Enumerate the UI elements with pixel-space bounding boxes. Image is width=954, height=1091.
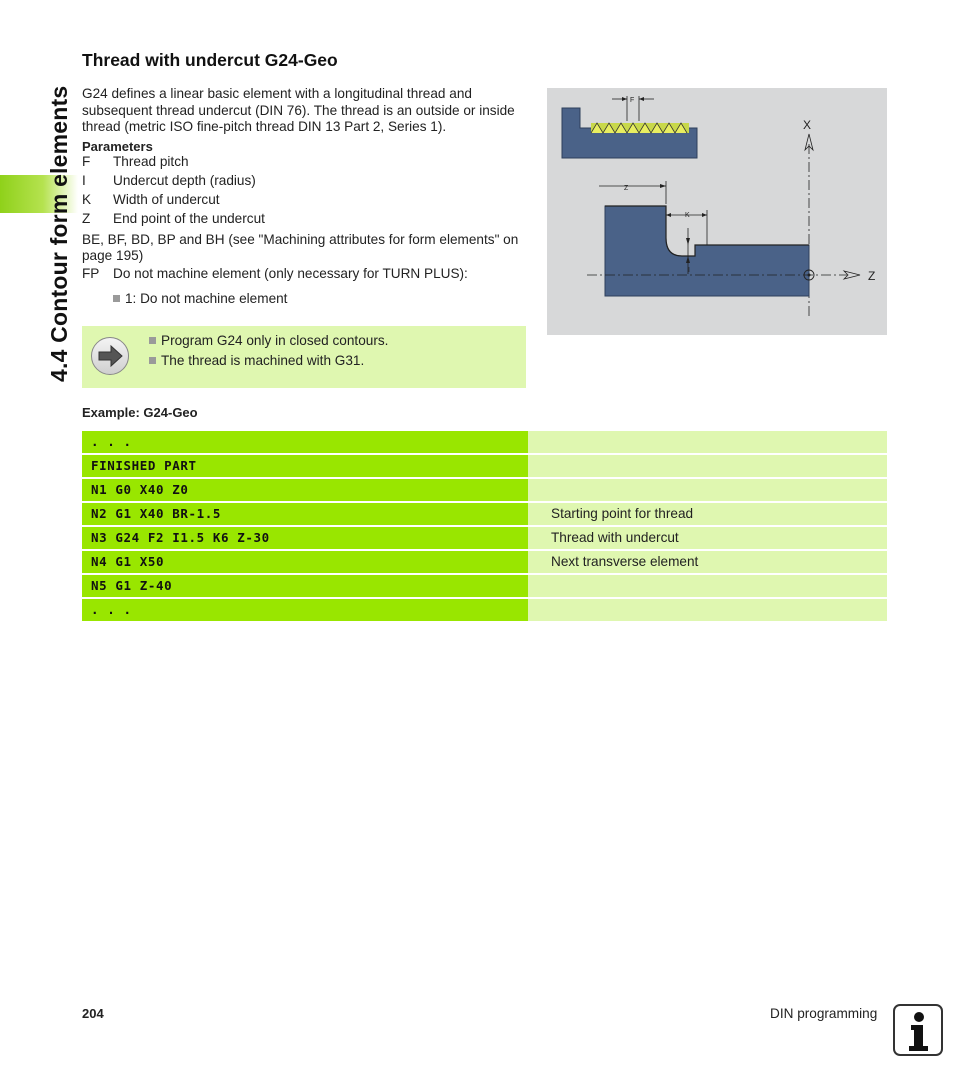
parameter-desc: Undercut depth (radius): [113, 173, 256, 188]
parameter-key: Z: [82, 211, 91, 226]
note-text: Program G24 only in closed contours.: [161, 333, 389, 348]
note-box: [82, 326, 526, 388]
page-number: 204: [82, 1006, 104, 1021]
origin-dot: [808, 274, 811, 277]
fp-option: [113, 291, 287, 306]
parameter-key: FP: [82, 266, 100, 281]
code-cell: N5 G1 Z-40: [82, 575, 528, 597]
table-row: [82, 599, 887, 621]
code-cell: . . .: [82, 599, 528, 621]
intro-paragraph: G24 defines a linear basic element with a longitudinal thread and subsequent thread undercut (DIN 76). The thread is an outside or inside thread (metric ISO fine-pitch thread DIN 13 Part 2, Series 1).: [82, 86, 515, 134]
code-cell: N2 G1 X40 BR-1.5: [82, 503, 528, 525]
desc-cell: [528, 575, 887, 597]
chapter-title: 4.4 Contour form elements: [46, 85, 72, 382]
parameter-item: [82, 173, 256, 188]
parameter-desc: Thread pitch: [113, 154, 189, 169]
parameters-label: Parameters: [82, 139, 153, 154]
bullet-icon: [149, 357, 156, 364]
footer-section: DIN programming: [770, 1006, 878, 1021]
desc-cell: [528, 599, 887, 621]
code-cell: FINISHED PART: [82, 455, 528, 477]
thread-undercut-diagram: [547, 88, 887, 335]
machining-attributes-text: BE, BF, BD, BP and BH (see "Machining attributes for form elements" on page 195): [82, 232, 519, 263]
z-dim-label: Z: [624, 185, 629, 192]
f-arrow-head-right: [639, 97, 644, 101]
note-line: [149, 333, 388, 348]
bullet-icon: [113, 295, 120, 302]
table-row: [82, 479, 887, 501]
i-dim-label: I: [688, 267, 690, 274]
fp-option-text: 1: Do not machine element: [125, 291, 288, 306]
parameter-item: [82, 211, 265, 226]
k-dim-arrow-right: [702, 213, 707, 217]
parameter-desc: Width of undercut: [113, 192, 220, 207]
k-dim-label: K: [685, 212, 690, 219]
example-table: [82, 431, 887, 623]
parameter-desc: End point of the undercut: [113, 211, 265, 226]
example-label: Example: G24-Geo: [82, 405, 198, 420]
x-axis-label: X: [803, 118, 812, 132]
code-cell: N3 G24 F2 I1.5 K6 Z-30: [82, 527, 528, 549]
arrow-right-icon: [91, 337, 129, 375]
bullet-icon: [149, 337, 156, 344]
table-row: [82, 551, 887, 573]
info-icon: [893, 1004, 943, 1056]
z-axis-label: Z: [868, 269, 876, 283]
desc-cell: Thread with undercut: [528, 527, 887, 549]
desc-cell: Next transverse element: [528, 551, 887, 573]
desc-cell: [528, 431, 887, 453]
parameter-key: I: [82, 173, 86, 188]
k-dim-arrow-left: [666, 213, 671, 217]
i-dim-arrow-top: [686, 238, 690, 245]
parameter-desc: Do not machine element (only necessary for TURN PLUS):: [113, 266, 468, 281]
parameter-key: K: [82, 192, 92, 207]
section-heading: Thread with undercut G24-Geo: [82, 50, 338, 70]
desc-cell: Starting point for thread: [528, 503, 887, 525]
code-cell: N1 G0 X40 Z0: [82, 479, 528, 501]
table-row: [82, 503, 887, 525]
note-line: [149, 353, 364, 368]
parameter-item: [82, 154, 189, 169]
parameter-key: F: [82, 154, 91, 169]
f-arrow-head-left: [622, 97, 627, 101]
table-row: [82, 575, 887, 597]
code-cell: N4 G1 X50: [82, 551, 528, 573]
desc-cell: [528, 455, 887, 477]
parameter-item-fp: [82, 266, 468, 281]
f-label: F: [630, 97, 635, 104]
table-row: [82, 455, 887, 477]
parameter-item: [82, 192, 220, 207]
table-row: [82, 527, 887, 549]
z-dim-arrow: [660, 184, 666, 188]
note-text: The thread is machined with G31.: [161, 353, 365, 368]
desc-cell: [528, 479, 887, 501]
table-row: [82, 431, 887, 453]
code-cell: . . .: [82, 431, 528, 453]
